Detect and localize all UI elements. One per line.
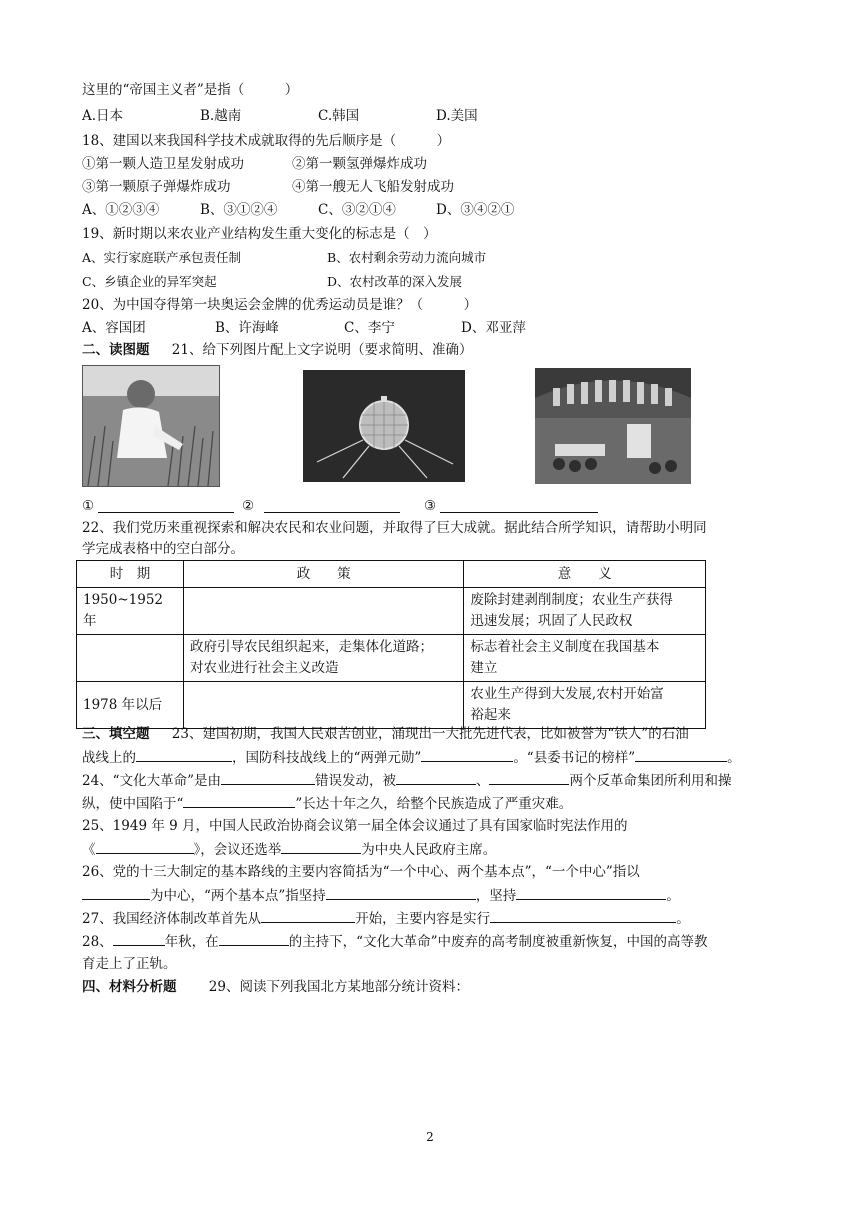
q18-option-b[interactable]: B、③①②④ bbox=[200, 202, 278, 218]
section-2-title: 二、读图题 bbox=[82, 342, 150, 358]
q24-blank-4[interactable] bbox=[183, 793, 295, 808]
q28-blank-2[interactable] bbox=[219, 931, 289, 946]
q27-blank-1[interactable] bbox=[261, 908, 355, 923]
q18-item-3: ③第一颗原子弹爆炸成功 bbox=[82, 179, 231, 195]
section-2-heading bbox=[82, 340, 472, 360]
table-header-row bbox=[77, 561, 706, 588]
table-cell-policy: 政府引导农民组织起来，走集体化道路； 对农业进行社会主义改造 bbox=[183, 635, 463, 682]
table-cell-policy-blank[interactable] bbox=[183, 588, 463, 635]
table-cell-period-blank[interactable] bbox=[77, 635, 184, 682]
q18-option-a[interactable]: A、①②③④ bbox=[82, 202, 160, 218]
table-header-policy: 政 策 bbox=[183, 561, 463, 588]
table-cell-meaning: 农业生产得到大发展,农村开始富 裕起来 bbox=[464, 682, 706, 729]
q24-blank-3[interactable] bbox=[489, 770, 569, 785]
q24-blank-1[interactable] bbox=[221, 770, 315, 785]
q20-option-a[interactable]: A、容国团 bbox=[82, 320, 146, 336]
q17-option-b[interactable]: B.越南 bbox=[200, 108, 242, 124]
agriculture-policy-table bbox=[76, 560, 706, 729]
q18-option-c[interactable]: C、③②①④ bbox=[318, 202, 396, 218]
table-cell-meaning: 废除封建剥削制度；农业生产获得 迅速发展；巩固了人民政权 bbox=[464, 588, 706, 635]
q17-option-d[interactable]: D.美国 bbox=[436, 108, 478, 124]
q26-blank-1[interactable] bbox=[82, 885, 150, 900]
section-4-heading bbox=[82, 977, 469, 997]
table-header-period: 时 期 bbox=[77, 561, 184, 588]
caption-mark-2: ② bbox=[242, 498, 255, 514]
table-cell-period: 1950~1952 年 bbox=[77, 588, 184, 635]
table-row bbox=[77, 588, 706, 635]
q19-stem: 19、新时期以来农业产业结构发生重大变化的标志是（ ） bbox=[82, 226, 437, 242]
q18-stem: 18、建国以来我国科学技术成就取得的先后顺序是（ ） bbox=[82, 133, 451, 149]
section-4-title: 四、材料分析题 bbox=[82, 979, 177, 995]
q24-line2: 纵，使中国陷于“ ”长达十年之久，给整个民族造成了严重灾难。 bbox=[82, 793, 572, 814]
caption-mark-1: ① bbox=[82, 498, 95, 514]
q26-blank-3[interactable] bbox=[516, 885, 666, 900]
q20-option-d[interactable]: D、邓亚萍 bbox=[461, 320, 526, 336]
photo-scientist-in-field bbox=[82, 365, 220, 487]
q17-option-c[interactable]: C.韩国 bbox=[318, 108, 360, 124]
q27-line: 27、我国经济体制改革首先从 开始，主要内容是实行 。 bbox=[82, 908, 690, 929]
q23-blank-3[interactable] bbox=[635, 747, 727, 762]
q24-line1: 24、“文化大革命”是由 错误发动，被 、 两个反革命集团所利用和操 bbox=[82, 770, 731, 791]
caption-2-blank[interactable] bbox=[264, 498, 400, 513]
section-3-heading bbox=[82, 724, 689, 744]
page-number: 2 bbox=[426, 1130, 434, 1144]
q18-item-4: ④第一艘无人飞船发射成功 bbox=[292, 179, 454, 195]
q28-blank-1[interactable] bbox=[113, 931, 165, 946]
q18-option-d[interactable]: D、③④②① bbox=[436, 202, 515, 218]
q19-option-d[interactable]: D、农村改革的深入发展 bbox=[327, 274, 463, 289]
caption-3-blank[interactable] bbox=[440, 498, 598, 513]
q22-stem-line2: 学完成表格中的空白部分。 bbox=[82, 541, 244, 557]
q17-stem-tail: 这里的“帝国主义者”是指（ ） bbox=[82, 82, 299, 98]
q28-line2: 育走上了正轨。 bbox=[82, 956, 177, 972]
caption-1-blank[interactable] bbox=[98, 498, 234, 513]
q21-stem: 21、给下列图片配上文字说明（要求简明、准确） bbox=[171, 342, 473, 358]
q25-line1: 25、1949 年 9 月，中国人民政治协商会议第一届全体会议通过了具有国家临时宪法作用的 bbox=[82, 818, 628, 834]
q24-blank-2[interactable] bbox=[396, 770, 476, 785]
q28-line1: 28、 年秋，在 的主持下，“文化大革命”中废弃的高考制度被重新恢复，中国的高等教 bbox=[82, 931, 708, 952]
q29-stem: 29、阅读下列我国北方某地部分统计资料： bbox=[208, 979, 469, 995]
photo-satellite bbox=[303, 370, 465, 482]
q17-option-a[interactable]: A.日本 bbox=[82, 108, 124, 124]
q20-option-b[interactable]: B、许海峰 bbox=[215, 320, 279, 336]
photo-conference bbox=[535, 368, 691, 484]
table-header-meaning: 意 义 bbox=[464, 561, 706, 588]
q22-stem-line1: 22、我们党历来重视探索和解决农民和农业问题，并取得了巨大成就。据此结合所学知识，请帮助小明同 bbox=[82, 520, 707, 536]
q19-option-b[interactable]: B、农村剩余劳动力流向城市 bbox=[327, 250, 487, 265]
q19-option-c[interactable]: C、乡镇企业的异军突起 bbox=[82, 274, 217, 289]
table-cell-period: 1978 年以后 bbox=[77, 682, 184, 729]
q20-stem: 20、为中国夺得第一块奥运会金牌的优秀运动员是谁？（ ） bbox=[82, 297, 478, 313]
q25-line2: 《 》，会议还选举 为中央人民政府主席。 bbox=[82, 839, 496, 860]
q23-blank-2[interactable] bbox=[421, 747, 513, 762]
q18-item-1: ①第一颗人造卫星发射成功 bbox=[82, 156, 244, 172]
q23-stem-line1: 23、建国初期，我国人民艰苦创业，涌现出一大批先进代表，比如被誉为“铁人”的石油 bbox=[171, 726, 689, 742]
table-cell-policy-blank[interactable] bbox=[183, 682, 463, 729]
q26-line1: 26、党的十三大制定的基本路线的主要内容简括为“一个中心、两个基本点”，“一个中心”指以 bbox=[82, 864, 640, 880]
q27-blank-2[interactable] bbox=[490, 908, 676, 923]
q18-item-2: ②第一颗氢弹爆炸成功 bbox=[292, 156, 427, 172]
q19-option-a[interactable]: A、实行家庭联产承包责任制 bbox=[82, 250, 242, 265]
q23-line2: 战线上的 ，国防科技战线上的“两弹元勋” 。“县委书记的榜样” 。 bbox=[82, 747, 741, 768]
q26-line2: 为中心，“两个基本点”指坚持 ，坚持 。 bbox=[82, 885, 680, 906]
q23-blank-1[interactable] bbox=[136, 747, 232, 762]
section-3-title: 三、填空题 bbox=[82, 726, 150, 742]
caption-mark-3: ③ bbox=[424, 498, 437, 514]
table-row bbox=[77, 682, 706, 729]
table-cell-meaning: 标志着社会主义制度在我国基本 建立 bbox=[464, 635, 706, 682]
q20-option-c[interactable]: C、李宁 bbox=[344, 320, 395, 336]
q25-blank-2[interactable] bbox=[281, 839, 361, 854]
q26-blank-2[interactable] bbox=[326, 885, 476, 900]
q25-blank-1[interactable] bbox=[96, 839, 194, 854]
table-row bbox=[77, 635, 706, 682]
